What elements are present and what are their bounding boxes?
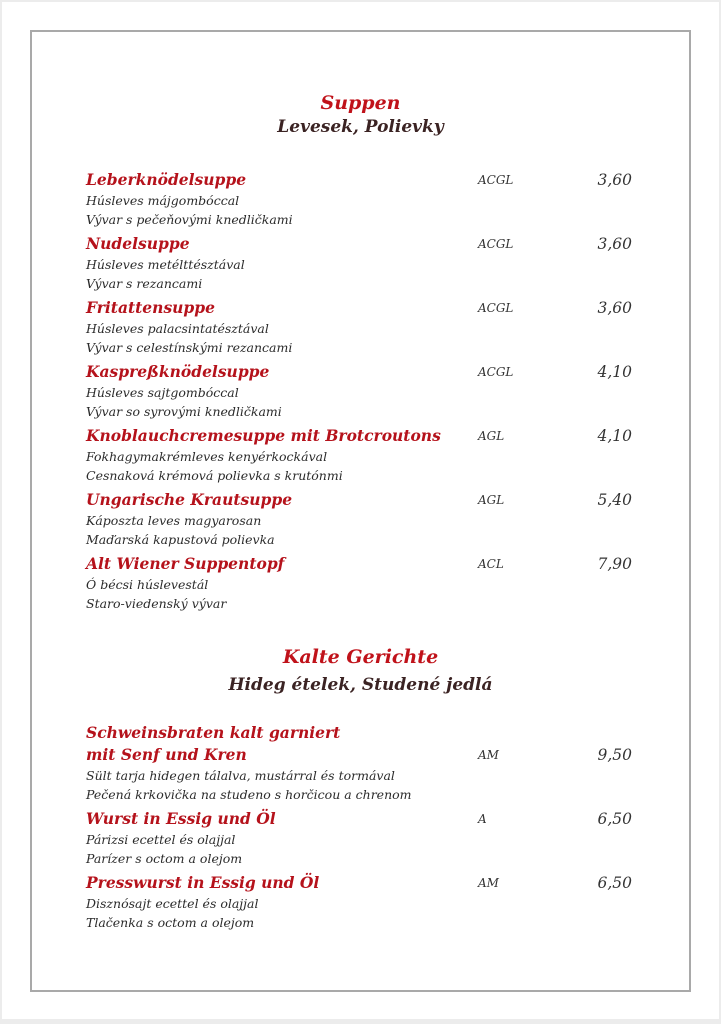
allergen-codes: A: [478, 812, 487, 826]
item-price: 6,50: [597, 874, 632, 892]
section-subtitle: Levesek, Polievky: [277, 117, 444, 137]
item-name-continued: mit Senf und Kren: [86, 745, 247, 764]
allergen-codes: ACGL: [478, 301, 514, 315]
item-translation-sk: Parízer s octom a olejom: [86, 851, 243, 866]
item-price: 5,40: [597, 491, 632, 509]
menu-item: [86, 297, 646, 357]
item-price: 4,10: [597, 427, 632, 445]
item-price: 9,50: [597, 746, 632, 764]
section-title: Kalte Gerichte: [282, 646, 439, 668]
item-translation-hu: Húsleves palacsintatésztával: [86, 321, 269, 336]
item-name: Wurst in Essig und Öl: [86, 809, 276, 828]
item-translation-hu: Sült tarja hidegen tálalva, mustárral és tormával: [86, 768, 395, 783]
item-name: Nudelsuppe: [86, 234, 190, 253]
item-price: 3,60: [597, 299, 632, 317]
allergen-codes: AGL: [478, 493, 505, 507]
menu-item: [86, 425, 646, 485]
menu-item: [86, 233, 646, 293]
allergen-codes: AM: [478, 876, 499, 890]
item-translation-sk: Vývar s celestínskými rezancami: [86, 340, 293, 355]
item-translation-sk: Pečená krkovička na studeno s horčicou a chrenom: [86, 787, 412, 802]
item-name: Knoblauchcremesuppe mit Brotcroutons: [86, 426, 441, 445]
item-name: Fritattensuppe: [86, 298, 215, 317]
item-translation-hu: Húsleves májgombóccal: [86, 193, 240, 208]
item-price: 4,10: [597, 363, 632, 381]
allergen-codes: AGL: [478, 429, 505, 443]
item-translation-hu: Húsleves sajtgombóccal: [86, 385, 239, 400]
section-title: Suppen: [320, 92, 401, 114]
item-translation-sk: Staro-viedenský vývar: [86, 596, 227, 611]
allergen-codes: ACGL: [478, 237, 514, 251]
item-name: Leberknödelsuppe: [86, 170, 247, 189]
item-translation-sk: Tlačenka s octom a olejom: [86, 915, 255, 930]
allergen-codes: ACGL: [478, 365, 514, 379]
menu-item: [86, 361, 646, 421]
item-translation-sk: Vývar s rezancami: [86, 276, 203, 291]
item-translation-hu: Húsleves metélttésztával: [86, 257, 245, 272]
allergen-codes: AM: [478, 748, 499, 762]
section-subtitle: Hideg ételek, Studené jedlá: [228, 675, 493, 695]
item-translation-sk: Vývar so syrovými knedličkami: [86, 404, 282, 419]
allergen-codes: ACGL: [478, 173, 514, 187]
item-name: Presswurst in Essig und Öl: [86, 873, 320, 892]
menu-item: [86, 722, 646, 804]
item-price: 6,50: [597, 810, 632, 828]
item-translation-sk: Cesnaková krémová polievka s krutónmi: [86, 468, 343, 483]
item-price: 3,60: [597, 235, 632, 253]
section-header-suppen: [0, 91, 721, 139]
allergen-codes: ACL: [478, 557, 504, 571]
item-price: 3,60: [597, 171, 632, 189]
menu-item: [86, 872, 646, 932]
item-price: 7,90: [597, 555, 632, 573]
item-translation-hu: Fokhagymakrémleves kenyérkockával: [86, 449, 328, 464]
menu-item: [86, 553, 646, 613]
item-name: Ungarische Krautsuppe: [86, 490, 293, 509]
item-translation-hu: Disznósajt ecettel és olajjal: [86, 896, 259, 911]
item-translation-hu: Párizsi ecettel és olajjal: [86, 832, 236, 847]
item-translation-sk: Vývar s pečeňovými knedličkami: [86, 212, 293, 227]
menu-item: [86, 489, 646, 549]
item-name: Kaspreßknödelsuppe: [86, 362, 270, 381]
item-translation-sk: Maďarská kapustová polievka: [86, 532, 275, 547]
item-name: Schweinsbraten kalt garniert: [86, 723, 341, 742]
item-name: Alt Wiener Suppentopf: [86, 554, 285, 573]
item-translation-hu: Ó bécsi húslevestál: [86, 577, 209, 592]
section-header-kalte-gerichte: [0, 645, 721, 697]
menu-item: [86, 808, 646, 868]
menu-item: [86, 169, 646, 229]
item-translation-hu: Káposzta leves magyarosan: [86, 513, 262, 528]
